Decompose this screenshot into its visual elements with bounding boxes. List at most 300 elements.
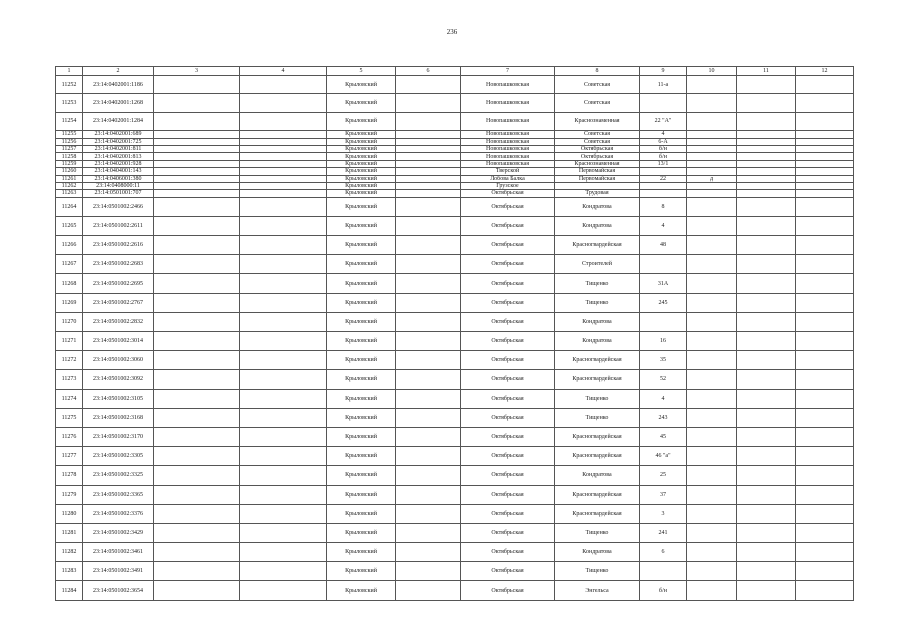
table-cell-col-11 bbox=[737, 94, 796, 112]
table-cell-col-7: Октябрьская bbox=[461, 293, 555, 312]
table-cell-col-4 bbox=[240, 236, 327, 255]
table-cell-col-8: Тищенко bbox=[555, 523, 640, 542]
table-cell-col-6 bbox=[396, 485, 461, 504]
table-row bbox=[56, 332, 854, 351]
table-cell-col-5: Крыловский bbox=[327, 427, 396, 446]
table-row bbox=[56, 370, 854, 389]
column-header-11: 11 bbox=[737, 67, 796, 76]
table-cell-col-4 bbox=[240, 581, 327, 600]
table-cell-col-6 bbox=[396, 236, 461, 255]
table-row bbox=[56, 408, 854, 427]
table-cell-col-8: Краснознаменная bbox=[555, 112, 640, 130]
column-header-2: 2 bbox=[83, 67, 154, 76]
table-cell-col-1: 11280 bbox=[56, 504, 83, 523]
table-cell-col-6 bbox=[396, 581, 461, 600]
table-cell-col-6 bbox=[396, 523, 461, 542]
table-cell-col-3 bbox=[154, 504, 240, 523]
table-cell-col-10 bbox=[687, 351, 737, 370]
table-cell-col-7: Грузское bbox=[461, 182, 555, 189]
table-cell-col-7: Новопашковская bbox=[461, 112, 555, 130]
table-cell-col-1: 11258 bbox=[56, 153, 83, 160]
table-cell-col-6 bbox=[396, 168, 461, 175]
table-cell-col-8: Красногвардейская bbox=[555, 447, 640, 466]
table-row bbox=[56, 523, 854, 542]
table-cell-col-5: Крыловский bbox=[327, 138, 396, 145]
table-cell-col-8: Кондратова bbox=[555, 216, 640, 235]
table-cell-col-9: 3 bbox=[640, 504, 687, 523]
table-cell-col-9: 243 bbox=[640, 408, 687, 427]
table-cell-col-3 bbox=[154, 131, 240, 138]
table-cell-col-8: Тищенко bbox=[555, 408, 640, 427]
column-header-9: 9 bbox=[640, 67, 687, 76]
table-cell-col-12 bbox=[796, 523, 854, 542]
table-cell-col-6 bbox=[396, 255, 461, 274]
table-row bbox=[56, 94, 854, 112]
table-row bbox=[56, 581, 854, 600]
table-cell-col-12 bbox=[796, 175, 854, 182]
table-cell-col-11 bbox=[737, 447, 796, 466]
table-cell-col-5: Крыловский bbox=[327, 312, 396, 331]
table-cell-col-8: Тищенко bbox=[555, 562, 640, 581]
table-cell-col-2: 23:14:0501002:2611 bbox=[83, 216, 154, 235]
table-cell-col-6 bbox=[396, 274, 461, 293]
table-header bbox=[56, 67, 854, 76]
table-cell-col-4 bbox=[240, 145, 327, 152]
table-cell-col-9: 37 bbox=[640, 485, 687, 504]
table-cell-col-5: Крыловский bbox=[327, 76, 396, 94]
table-row bbox=[56, 236, 854, 255]
table-row bbox=[56, 197, 854, 216]
table-cell-col-1: 11277 bbox=[56, 447, 83, 466]
table-cell-col-2: 23:14:0501002:3105 bbox=[83, 389, 154, 408]
table-cell-col-1: 11254 bbox=[56, 112, 83, 130]
table-row bbox=[56, 190, 854, 197]
table-cell-col-9: 46 "а" bbox=[640, 447, 687, 466]
table-cell-col-7: Лобова Балка bbox=[461, 175, 555, 182]
table-cell-col-4 bbox=[240, 523, 327, 542]
table-cell-col-4 bbox=[240, 332, 327, 351]
table-cell-col-12 bbox=[796, 76, 854, 94]
table-cell-col-10 bbox=[687, 182, 737, 189]
table-cell-col-10 bbox=[687, 197, 737, 216]
table-cell-col-2: 23:14:0501002:3365 bbox=[83, 485, 154, 504]
table-cell-col-3 bbox=[154, 427, 240, 446]
table-cell-col-5: Крыловский bbox=[327, 153, 396, 160]
table-cell-col-6 bbox=[396, 94, 461, 112]
table-cell-col-2: 23:14:0406001:380 bbox=[83, 175, 154, 182]
table-row bbox=[56, 447, 854, 466]
table-cell-col-10 bbox=[687, 485, 737, 504]
table-cell-col-2: 23:14:0404001:143 bbox=[83, 168, 154, 175]
table-cell-col-6 bbox=[396, 351, 461, 370]
table-cell-col-3 bbox=[154, 138, 240, 145]
table-cell-col-11 bbox=[737, 76, 796, 94]
table-cell-col-4 bbox=[240, 255, 327, 274]
table-cell-col-1: 11278 bbox=[56, 466, 83, 485]
table-row bbox=[56, 131, 854, 138]
table-cell-col-7: Новопашковская bbox=[461, 138, 555, 145]
table-cell-col-6 bbox=[396, 408, 461, 427]
table-cell-col-9 bbox=[640, 168, 687, 175]
table-cell-col-2: 23:14:0408000:11 bbox=[83, 182, 154, 189]
column-header-10: 10 bbox=[687, 67, 737, 76]
table-cell-col-3 bbox=[154, 76, 240, 94]
table-cell-col-2: 23:14:0501002:2616 bbox=[83, 236, 154, 255]
table-cell-col-5: Крыловский bbox=[327, 370, 396, 389]
table-cell-col-3 bbox=[154, 485, 240, 504]
table-cell-col-10 bbox=[687, 190, 737, 197]
table-cell-col-8: Красногвардейская bbox=[555, 370, 640, 389]
table-cell-col-6 bbox=[396, 153, 461, 160]
table-cell-col-11 bbox=[737, 182, 796, 189]
table-cell-col-12 bbox=[796, 485, 854, 504]
table-cell-col-10 bbox=[687, 543, 737, 562]
table-cell-col-12 bbox=[796, 112, 854, 130]
table-cell-col-5: Крыловский bbox=[327, 182, 396, 189]
table-cell-col-4 bbox=[240, 112, 327, 130]
table-cell-col-7: Октябрьская bbox=[461, 504, 555, 523]
table-cell-col-11 bbox=[737, 190, 796, 197]
table-cell-col-7: Новопашковская bbox=[461, 94, 555, 112]
table-cell-col-11 bbox=[737, 562, 796, 581]
table-cell-col-2: 23:14:0402001:928 bbox=[83, 160, 154, 167]
table-cell-col-6 bbox=[396, 190, 461, 197]
table-cell-col-4 bbox=[240, 138, 327, 145]
table-cell-col-11 bbox=[737, 175, 796, 182]
table-row bbox=[56, 160, 854, 167]
page-number: 236 bbox=[446, 28, 458, 36]
table-cell-col-7: Новопашковская bbox=[461, 160, 555, 167]
table-cell-col-10 bbox=[687, 370, 737, 389]
table-cell-col-7: Октябрьская bbox=[461, 427, 555, 446]
table-cell-col-2: 23:14:0501002:2466 bbox=[83, 197, 154, 216]
table-cell-col-7: Октябрьская bbox=[461, 447, 555, 466]
table-cell-col-4 bbox=[240, 370, 327, 389]
table-cell-col-7: Новопашковская bbox=[461, 76, 555, 94]
table-cell-col-2: 23:14:0402001:1268 bbox=[83, 94, 154, 112]
table-cell-col-5: Крыловский bbox=[327, 447, 396, 466]
table-cell-col-8: Советская bbox=[555, 94, 640, 112]
table-cell-col-10 bbox=[687, 312, 737, 331]
table-cell-col-2: 23:14:0501002:3429 bbox=[83, 523, 154, 542]
table-cell-col-3 bbox=[154, 351, 240, 370]
table-cell-col-12 bbox=[796, 131, 854, 138]
table-cell-col-11 bbox=[737, 581, 796, 600]
table-cell-col-1: 11283 bbox=[56, 562, 83, 581]
table-cell-col-8: Кондратова bbox=[555, 197, 640, 216]
table-cell-col-5: Крыловский bbox=[327, 94, 396, 112]
table-cell-col-4 bbox=[240, 160, 327, 167]
table-cell-col-11 bbox=[737, 112, 796, 130]
table-cell-col-10 bbox=[687, 581, 737, 600]
table-cell-col-6 bbox=[396, 138, 461, 145]
table-row bbox=[56, 562, 854, 581]
table-cell-col-11 bbox=[737, 504, 796, 523]
table-cell-col-10 bbox=[687, 153, 737, 160]
table-cell-col-12 bbox=[796, 236, 854, 255]
table-cell-col-12 bbox=[796, 168, 854, 175]
table-cell-col-8: Красногвардейская bbox=[555, 427, 640, 446]
table-cell-col-2: 23:14:0501002:3461 bbox=[83, 543, 154, 562]
table-cell-col-10 bbox=[687, 112, 737, 130]
table-cell-col-1: 11270 bbox=[56, 312, 83, 331]
table-cell-col-5: Крыловский bbox=[327, 562, 396, 581]
table-cell-col-1: 11255 bbox=[56, 131, 83, 138]
table-row bbox=[56, 182, 854, 189]
table-cell-col-4 bbox=[240, 466, 327, 485]
table-cell-col-8: Красногвардейская bbox=[555, 485, 640, 504]
table-cell-col-9: 4 bbox=[640, 389, 687, 408]
table-cell-col-12 bbox=[796, 94, 854, 112]
table-cell-col-11 bbox=[737, 216, 796, 235]
table-cell-col-12 bbox=[796, 466, 854, 485]
table-cell-col-1: 11281 bbox=[56, 523, 83, 542]
table-cell-col-1: 11282 bbox=[56, 543, 83, 562]
table-cell-col-12 bbox=[796, 197, 854, 216]
table-cell-col-9: 31А bbox=[640, 274, 687, 293]
table-cell-col-3 bbox=[154, 168, 240, 175]
table-row bbox=[56, 466, 854, 485]
table-cell-col-2: 23:14:0501001:707 bbox=[83, 190, 154, 197]
table-cell-col-6 bbox=[396, 332, 461, 351]
table-cell-col-4 bbox=[240, 543, 327, 562]
table-cell-col-5: Крыловский bbox=[327, 175, 396, 182]
table-cell-col-8: Энгельса bbox=[555, 581, 640, 600]
table-cell-col-11 bbox=[737, 332, 796, 351]
table-cell-col-1: 11259 bbox=[56, 160, 83, 167]
table-cell-col-3 bbox=[154, 543, 240, 562]
table-cell-col-7: Тверской bbox=[461, 168, 555, 175]
table-cell-col-9 bbox=[640, 94, 687, 112]
table-cell-col-3 bbox=[154, 197, 240, 216]
table-cell-col-10 bbox=[687, 168, 737, 175]
table-cell-col-11 bbox=[737, 131, 796, 138]
table-cell-col-8: Строителей bbox=[555, 255, 640, 274]
table-cell-col-10 bbox=[687, 138, 737, 145]
table-cell-col-11 bbox=[737, 274, 796, 293]
table-cell-col-8 bbox=[555, 182, 640, 189]
table-cell-col-1: 11263 bbox=[56, 190, 83, 197]
table-cell-col-9: б/н bbox=[640, 153, 687, 160]
registry-table bbox=[55, 66, 854, 601]
table-cell-col-4 bbox=[240, 76, 327, 94]
table-cell-col-4 bbox=[240, 168, 327, 175]
table-cell-col-1: 11262 bbox=[56, 182, 83, 189]
table-row bbox=[56, 427, 854, 446]
table-cell-col-12 bbox=[796, 255, 854, 274]
table-cell-col-4 bbox=[240, 504, 327, 523]
table-cell-col-5: Крыловский bbox=[327, 504, 396, 523]
table-cell-col-10 bbox=[687, 293, 737, 312]
table-cell-col-10 bbox=[687, 504, 737, 523]
table-cell-col-11 bbox=[737, 312, 796, 331]
table-cell-col-2: 23:14:0501002:2683 bbox=[83, 255, 154, 274]
table-cell-col-1: 11267 bbox=[56, 255, 83, 274]
column-header-12: 12 bbox=[796, 67, 854, 76]
table-cell-col-3 bbox=[154, 466, 240, 485]
table-row bbox=[56, 543, 854, 562]
column-header-4: 4 bbox=[240, 67, 327, 76]
table-cell-col-2: 23:14:0501002:3491 bbox=[83, 562, 154, 581]
table-cell-col-12 bbox=[796, 138, 854, 145]
table-cell-col-4 bbox=[240, 182, 327, 189]
table-cell-col-8: Трудовая bbox=[555, 190, 640, 197]
table-cell-col-9 bbox=[640, 312, 687, 331]
table-cell-col-5: Крыловский bbox=[327, 543, 396, 562]
table-cell-col-11 bbox=[737, 160, 796, 167]
table-cell-col-5: Крыловский bbox=[327, 160, 396, 167]
table-cell-col-7: Октябрьская bbox=[461, 312, 555, 331]
table-cell-col-9: б/н bbox=[640, 145, 687, 152]
table-cell-col-6 bbox=[396, 370, 461, 389]
table-cell-col-4 bbox=[240, 351, 327, 370]
table-cell-col-5: Крыловский bbox=[327, 332, 396, 351]
table-cell-col-12 bbox=[796, 543, 854, 562]
table-cell-col-3 bbox=[154, 175, 240, 182]
table-cell-col-12 bbox=[796, 153, 854, 160]
table-cell-col-11 bbox=[737, 466, 796, 485]
table-cell-col-12 bbox=[796, 160, 854, 167]
table-cell-col-3 bbox=[154, 190, 240, 197]
table-cell-col-1: 11273 bbox=[56, 370, 83, 389]
table-cell-col-2: 23:14:0402001:1284 bbox=[83, 112, 154, 130]
table-cell-col-11 bbox=[737, 145, 796, 152]
table-cell-col-3 bbox=[154, 293, 240, 312]
table-cell-col-8: Красногвардейская bbox=[555, 504, 640, 523]
table-cell-col-2: 23:14:0501002:2767 bbox=[83, 293, 154, 312]
table-cell-col-11 bbox=[737, 389, 796, 408]
table-cell-col-4 bbox=[240, 389, 327, 408]
table-cell-col-8: Краснознаменная bbox=[555, 160, 640, 167]
table-cell-col-9: 22 bbox=[640, 175, 687, 182]
table-cell-col-7: Новопашковская bbox=[461, 131, 555, 138]
table-cell-col-10 bbox=[687, 145, 737, 152]
table-cell-col-4 bbox=[240, 562, 327, 581]
table-cell-col-6 bbox=[396, 131, 461, 138]
table-cell-col-1: 11260 bbox=[56, 168, 83, 175]
table-row bbox=[56, 255, 854, 274]
table-cell-col-8: Тищенко bbox=[555, 274, 640, 293]
table-cell-col-3 bbox=[154, 581, 240, 600]
table-cell-col-4 bbox=[240, 131, 327, 138]
table-cell-col-2: 23:14:0402001:813 bbox=[83, 153, 154, 160]
table-cell-col-5: Крыловский bbox=[327, 466, 396, 485]
table-cell-col-5: Крыловский bbox=[327, 236, 396, 255]
table-cell-col-8: Красногвардейская bbox=[555, 236, 640, 255]
table-cell-col-3 bbox=[154, 145, 240, 152]
table-cell-col-3 bbox=[154, 160, 240, 167]
table-cell-col-9: 6-А bbox=[640, 138, 687, 145]
table-cell-col-12 bbox=[796, 504, 854, 523]
table-cell-col-8: Кондратова bbox=[555, 543, 640, 562]
table-cell-col-9: 8 bbox=[640, 197, 687, 216]
table-cell-col-12 bbox=[796, 312, 854, 331]
table-cell-col-12 bbox=[796, 216, 854, 235]
table-cell-col-3 bbox=[154, 408, 240, 427]
table-cell-col-11 bbox=[737, 168, 796, 175]
table-cell-col-1: 11264 bbox=[56, 197, 83, 216]
table-cell-col-4 bbox=[240, 274, 327, 293]
table-cell-col-6 bbox=[396, 427, 461, 446]
table-cell-col-1: 11253 bbox=[56, 94, 83, 112]
table-cell-col-3 bbox=[154, 389, 240, 408]
table-row bbox=[56, 389, 854, 408]
table-cell-col-9: 48 bbox=[640, 236, 687, 255]
table-cell-col-9 bbox=[640, 182, 687, 189]
table-cell-col-7: Октябрьская bbox=[461, 351, 555, 370]
table-cell-col-6 bbox=[396, 216, 461, 235]
table-cell-col-8: Кондратова bbox=[555, 332, 640, 351]
table-cell-col-9 bbox=[640, 190, 687, 197]
table-cell-col-12 bbox=[796, 562, 854, 581]
table-cell-col-4 bbox=[240, 94, 327, 112]
table-cell-col-3 bbox=[154, 274, 240, 293]
table-cell-col-6 bbox=[396, 182, 461, 189]
table-cell-col-9: 4 bbox=[640, 131, 687, 138]
table-cell-col-8: Кондратова bbox=[555, 466, 640, 485]
table-cell-col-2: 23:14:0501002:2695 bbox=[83, 274, 154, 293]
table-cell-col-11 bbox=[737, 427, 796, 446]
table-cell-col-7: Октябрьская bbox=[461, 466, 555, 485]
table-cell-col-3 bbox=[154, 447, 240, 466]
table-cell-col-1: 11275 bbox=[56, 408, 83, 427]
table-cell-col-5: Крыловский bbox=[327, 112, 396, 130]
table-cell-col-10 bbox=[687, 76, 737, 94]
table-cell-col-2: 23:14:0402001:689 bbox=[83, 131, 154, 138]
table-row bbox=[56, 168, 854, 175]
table-cell-col-1: 11276 bbox=[56, 427, 83, 446]
table-cell-col-7: Октябрьская bbox=[461, 190, 555, 197]
table-cell-col-4 bbox=[240, 427, 327, 446]
table-cell-col-10 bbox=[687, 523, 737, 542]
table-cell-col-11 bbox=[737, 408, 796, 427]
table-cell-col-10 bbox=[687, 408, 737, 427]
table-cell-col-9: б/н bbox=[640, 581, 687, 600]
table-cell-col-7: Октябрьская bbox=[461, 370, 555, 389]
table-cell-col-5: Крыловский bbox=[327, 351, 396, 370]
table-cell-col-6 bbox=[396, 312, 461, 331]
table-cell-col-3 bbox=[154, 112, 240, 130]
table-cell-col-5: Крыловский bbox=[327, 197, 396, 216]
table-cell-col-8: Советская bbox=[555, 138, 640, 145]
table-cell-col-11 bbox=[737, 138, 796, 145]
table-cell-col-9 bbox=[640, 562, 687, 581]
table-cell-col-6 bbox=[396, 160, 461, 167]
table-cell-col-12 bbox=[796, 581, 854, 600]
table-cell-col-1: 11271 bbox=[56, 332, 83, 351]
table-cell-col-12 bbox=[796, 182, 854, 189]
table-cell-col-4 bbox=[240, 312, 327, 331]
table-cell-col-1: 11272 bbox=[56, 351, 83, 370]
table-cell-col-3 bbox=[154, 216, 240, 235]
table-cell-col-7: Октябрьская bbox=[461, 543, 555, 562]
table-cell-col-3 bbox=[154, 94, 240, 112]
table-cell-col-7: Новопашковская bbox=[461, 153, 555, 160]
table-cell-col-6 bbox=[396, 447, 461, 466]
column-header-1: 1 bbox=[56, 67, 83, 76]
table-cell-col-5: Крыловский bbox=[327, 274, 396, 293]
table-cell-col-7: Октябрьская bbox=[461, 523, 555, 542]
table-cell-col-6 bbox=[396, 389, 461, 408]
table-cell-col-9: 22 "А" bbox=[640, 112, 687, 130]
table-cell-col-12 bbox=[796, 370, 854, 389]
table-cell-col-2: 23:14:0501002:3170 bbox=[83, 427, 154, 446]
table-cell-col-6 bbox=[396, 197, 461, 216]
table-row bbox=[56, 274, 854, 293]
table-cell-col-6 bbox=[396, 293, 461, 312]
table-cell-col-8: Тищенко bbox=[555, 389, 640, 408]
table-row bbox=[56, 76, 854, 94]
